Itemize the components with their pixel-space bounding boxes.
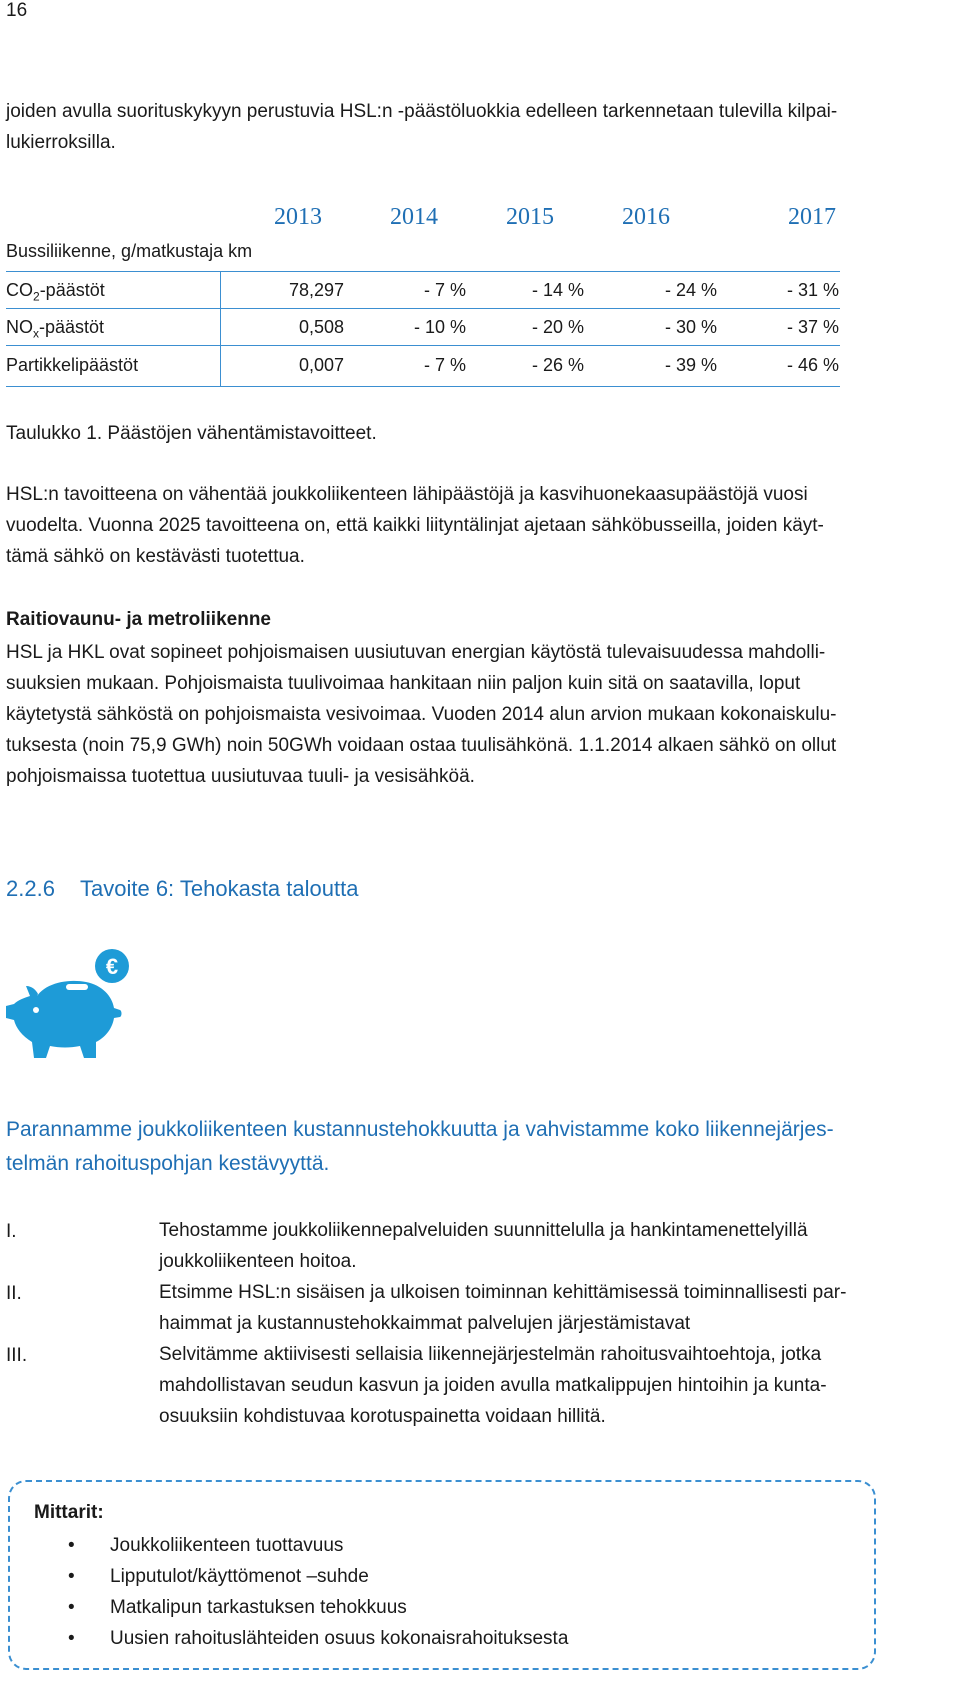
paragraph-line: vuodelta. Vuonna 2025 tavoitteena on, että kaikki liityntälinjat ajetaan sähköbusseilla, joiden käyt-: [6, 515, 824, 536]
piggy-bank-euro-icon: [4, 944, 134, 1072]
bullet-icon: •: [68, 1597, 75, 1618]
table-divider: [6, 386, 840, 387]
goal-line: osuuksiin kohdistuvaa korotuspainetta voidaan hillitä.: [159, 1406, 606, 1427]
table-cell: - 20 %: [531, 317, 584, 337]
goal-text: [159, 1277, 846, 1339]
bullet-icon: •: [68, 1566, 75, 1587]
year-header: 2017: [788, 204, 836, 230]
year-header: 2015: [506, 204, 554, 230]
goal-number: I.: [6, 1221, 17, 1242]
goal-line: Selvitämme aktiivisesti sellaisia liikennejärjestelmän rahoitusvaihtoehtoja, jotka: [159, 1344, 822, 1365]
table-cell: - 24 %: [664, 280, 717, 300]
section-title: Tavoite 6: Tehokasta taloutta: [80, 876, 359, 901]
metrics-title: Mittarit:: [34, 1502, 104, 1523]
table-cell: - 30 %: [664, 317, 717, 337]
table-row-label: $NO_x$-päästöt: [6, 317, 105, 341]
goal-line: Etsimme HSL:n sisäisen ja ulkoisen toiminnan kehittämisessä toiminnallisesti par-: [159, 1282, 847, 1303]
paragraph-line: käytetystä sähköstä on pohjoismaista vesivoimaa. Vuoden 2014 alun arvion mukaan kokonaiskulu-: [6, 704, 837, 725]
subheading: Raitiovaunu- ja metroliikenne: [6, 609, 271, 630]
table-cell: - 7 %: [423, 355, 466, 375]
bullet-icon: •: [68, 1628, 75, 1649]
year-header: 2016: [622, 204, 670, 230]
paragraph-line: HSL ja HKL ovat sopineet pohjoismaisen uusiutuvan energian käytöstä tulevaisuudessa mahdolli-: [6, 642, 826, 663]
euro-symbol: €: [105, 954, 119, 979]
intro-paragraph: [6, 96, 946, 158]
rail-paragraph: [6, 637, 946, 792]
paragraph-line: pohjoismaissa tuotettua uusiutuvaa tuuli- ja vesisähköä.: [6, 766, 475, 787]
goal-line: Tehostamme joukkoliikennepalveluiden suunnittelulla ja hankintamenettelyillä: [159, 1220, 808, 1241]
lead-line: telmän rahoituspohjan kestävyyttä.: [6, 1152, 330, 1175]
table-cell: - 7 %: [423, 280, 466, 300]
table-cell: - 46 %: [786, 355, 839, 375]
section-heading: [6, 876, 358, 902]
table-cell: 78,297: [288, 280, 344, 300]
metrics-list-item: • Uusien rahoituslähteiden osuus kokonaisrahoituksesta: [68, 1628, 569, 1649]
goal-number: II.: [6, 1283, 22, 1304]
paragraph-line: tämä sähkö on kestävästi tuotettua.: [6, 546, 305, 567]
table-unit-label: Bussiliikenne, g/matkustaja km: [6, 241, 253, 261]
goal-text: [159, 1215, 808, 1277]
table-cell: - 26 %: [531, 355, 584, 375]
goal-line: haimmat ja kustannustehokkaimmat palvelujen järjestämistavat: [159, 1313, 691, 1334]
intro-line: lukierroksilla.: [6, 132, 116, 153]
metrics-list-item: • Matkalipun tarkastuksen tehokkuus: [68, 1597, 407, 1618]
table-divider: [6, 345, 840, 346]
metrics-list-item: • Joukkoliikenteen tuottavuus: [68, 1535, 344, 1556]
goal-paragraph: [6, 479, 946, 572]
section-number: 2.2.6: [6, 876, 55, 901]
goal-text: [159, 1339, 827, 1432]
page-number: 16: [6, 0, 28, 21]
goal-line: joukkoliikenteen hoitoa.: [159, 1251, 357, 1272]
table-cell: - 31 %: [786, 280, 839, 300]
bullet-icon: •: [68, 1535, 75, 1556]
table-cell: - 39 %: [664, 355, 717, 375]
table-cell: 0,007: [298, 355, 344, 375]
paragraph-line: HSL:n tavoitteena on vähentää joukkoliikenteen lähipäästöjä ja kasvihuonekaasupäästöjä vuosi: [6, 484, 808, 505]
lead-statement: [6, 1113, 834, 1181]
table-row-label: Partikkelipäästöt: [6, 355, 139, 375]
goal-line: mahdollistavan seudun kasvun ja joiden avulla matkalippujen hintoihin ja kunta-: [159, 1375, 827, 1396]
intro-line: joiden avulla suorituskykyyn perustuvia HSL:n -päästöluokkia edelleen tarkennetaan tulevilla kilpai-: [6, 101, 838, 122]
table-cell: - 37 %: [786, 317, 839, 337]
year-header: 2013: [274, 204, 322, 230]
table-cell: - 10 %: [413, 317, 466, 337]
table-cell: - 14 %: [531, 280, 584, 300]
year-header: 2014: [390, 204, 438, 230]
table-divider: [6, 271, 840, 272]
table-caption: Taulukko 1. Päästöjen vähentämistavoitteet.: [6, 423, 377, 444]
paragraph-line: tuksesta (noin 75,9 GWh) noin 50GWh voidaan ostaa tuulisähkönä. 1.1.2014 alkaen sähkö on ollut: [6, 735, 837, 756]
table-divider: [6, 308, 840, 309]
table-row-label: $CO_2$-päästöt: [6, 280, 105, 304]
paragraph-line: suuksien mukaan. Pohjoismaista tuulivoimaa hankitaan niin paljon kuin sitä on saatavilla, loput: [6, 673, 801, 694]
lead-line: Parannamme joukkoliikenteen kustannustehokkuutta ja vahvistamme koko liikennejärjes-: [6, 1118, 834, 1141]
table-column-divider: [220, 271, 221, 387]
table-cell: 0,508: [298, 317, 344, 337]
metrics-list-item: • Lipputulot/käyttömenot –suhde: [68, 1566, 369, 1587]
goal-number: III.: [6, 1345, 28, 1366]
